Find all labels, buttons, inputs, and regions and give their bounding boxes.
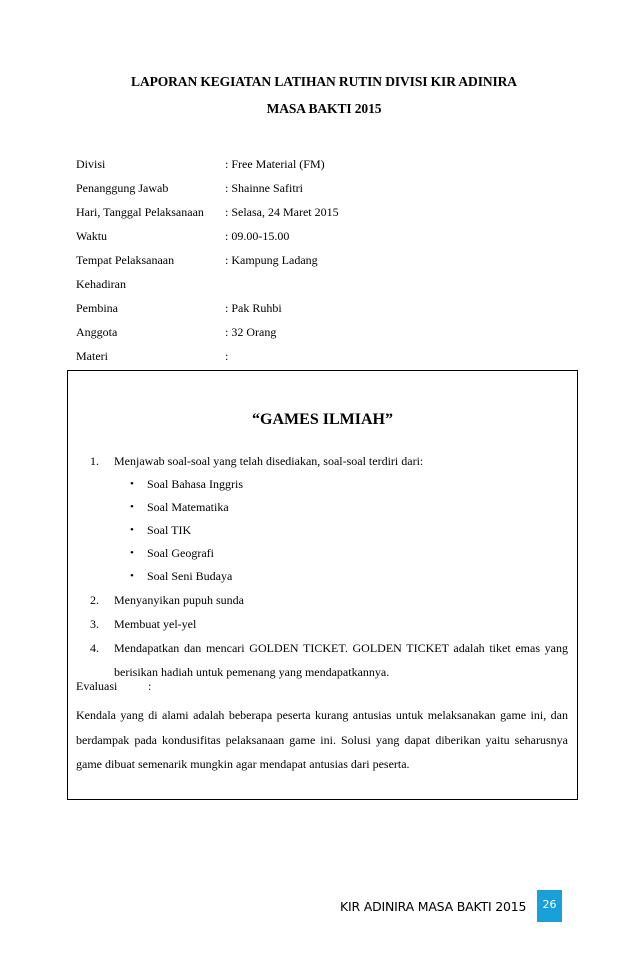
report-subtitle: MASA BAKTI 2015 [266, 101, 382, 116]
list-text: Menyanyikan pupuh sunda [114, 593, 244, 607]
list-number: 4. [90, 641, 99, 655]
info-label: Hari, Tanggal Pelaksanaan [76, 204, 204, 219]
info-row-kehadiran [76, 272, 556, 296]
bullet-icon: • [130, 524, 134, 536]
sub-list-text: Soal Matematika [147, 500, 229, 514]
page-number: 26 [537, 890, 562, 922]
evaluasi-label: Evaluasi [76, 679, 118, 693]
list-number: 1. [90, 454, 99, 468]
evaluasi-colon: : [148, 679, 152, 693]
bullet-icon: • [130, 547, 134, 559]
bullet-icon: • [130, 478, 134, 490]
list-number: 3. [90, 617, 99, 631]
sub-list-text: Soal TIK [147, 523, 192, 537]
info-label: Anggota [76, 324, 118, 339]
evaluasi-text: Kendala yang di alami adalah beberapa peserta kurang antusias untuk melaksanakan game ini, dan berdampak pada kondusifitas pelaksanaan game ini. Solusi yang dapat diberikan yaitu seharusnya game dibuat semenarik mungkin agar mendapat antusias dari peserta. [76, 708, 568, 771]
list-text: Mendapatkan dan mencari GOLDEN TICKET. GOLDEN TICKET adalah tiket emas yang berisikan hadiah untuk pemenang yang mendapatkannya. [114, 641, 568, 679]
bullet-icon: • [130, 501, 134, 513]
list-item [90, 612, 568, 636]
sub-list-item [90, 565, 568, 588]
info-label: Penanggung Jawab [76, 180, 169, 195]
sub-list-item [90, 542, 568, 565]
evaluasi-row [76, 679, 151, 694]
sub-list-item [90, 496, 568, 519]
info-value: : Free Material (FM) [225, 156, 325, 171]
info-label: Pembina [76, 300, 118, 315]
sub-list-text: Soal Seni Budaya [147, 569, 233, 583]
list-text: Membuat yel-yel [114, 617, 197, 631]
info-value: : Pak Ruhbi [225, 300, 282, 315]
info-row-divisi [76, 152, 556, 176]
info-label: Tempat Pelaksanaan [76, 252, 175, 267]
sub-list-text: Soal Bahasa Inggris [147, 477, 243, 491]
materi-box [67, 370, 578, 800]
list-text: Menjawab soal-soal yang telah disediakan, soal-soal terdiri dari: [114, 454, 424, 468]
info-row-tanggal [76, 200, 556, 224]
info-label: Divisi [76, 156, 106, 171]
info-label: Kehadiran [76, 276, 126, 291]
sub-list-item [90, 473, 568, 496]
info-value: : [225, 348, 229, 363]
info-row-pembina [76, 296, 556, 320]
info-row-waktu [76, 224, 556, 248]
bullet-icon: • [130, 570, 134, 582]
footer-text: KIR ADINIRA MASA BAKTI 2015 [340, 899, 527, 914]
materi-list [90, 449, 568, 684]
list-item [90, 636, 568, 684]
materi-heading: “GAMES ILMIAH” [252, 411, 393, 428]
info-value: : Selasa, 24 Maret 2015 [225, 204, 339, 219]
info-table [76, 152, 556, 368]
info-value: : 09.00-15.00 [225, 228, 290, 243]
sub-list [90, 473, 568, 588]
info-row-tempat [76, 248, 556, 272]
info-row-anggota [76, 320, 556, 344]
info-value: : 32 Orang [225, 324, 277, 339]
info-value: : Kampung Ladang [225, 252, 318, 267]
list-item [90, 449, 568, 473]
info-row-materi [76, 344, 556, 368]
sub-list-item [90, 519, 568, 542]
info-label: Waktu [76, 228, 108, 243]
list-number: 2. [90, 593, 99, 607]
info-row-penanggung-jawab [76, 176, 556, 200]
report-title: LAPORAN KEGIATAN LATIHAN RUTIN DIVISI KIR ADINIRA [131, 74, 517, 89]
sub-list-text: Soal Geografi [147, 546, 214, 560]
info-value: : Shainne Safitri [225, 180, 303, 195]
list-item [90, 588, 568, 612]
info-label: Materi [76, 348, 108, 363]
